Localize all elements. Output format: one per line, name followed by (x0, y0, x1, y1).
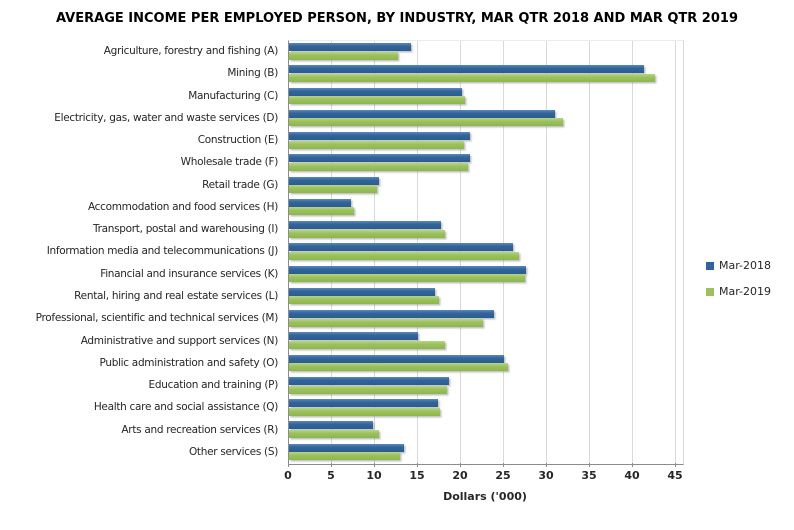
bar-mar-2019 (289, 274, 525, 282)
category-label: Accommodation and food services (H) (87, 200, 278, 213)
bar-mar-2019 (289, 452, 400, 460)
bar-mar-2018 (289, 88, 462, 96)
category-label: Information media and telecommunications (J) (46, 245, 278, 258)
plot-area (288, 40, 684, 465)
category-label: Public administration and safety (O) (99, 356, 278, 369)
chart-title: AVERAGE INCOME PER EMPLOYED PERSON, BY INDUSTRY, MAR QTR 2018 AND MAR QTR 2019 (56, 11, 738, 26)
bar-mar-2018 (289, 221, 441, 229)
bar-mar-2019 (289, 319, 483, 327)
category-label: Financial and insurance services (K) (100, 267, 278, 280)
bar-mar-2019 (289, 207, 354, 215)
x-tick-mark (632, 463, 633, 467)
category-label: Professional, scientific and technical services (M) (35, 312, 278, 325)
bar-mar-2019 (289, 252, 519, 260)
legend-item (706, 285, 771, 298)
bar-mar-2019 (289, 230, 445, 238)
x-tick-label: 20 (452, 469, 468, 482)
bar-mar-2018 (289, 43, 411, 51)
x-tick-label: 25 (495, 469, 511, 482)
bar-mar-2018 (289, 177, 379, 185)
x-tick-label: 10 (366, 469, 382, 482)
category-label: Manufacturing (C) (188, 89, 278, 102)
category-label: Electricity, gas, water and waste services (D) (54, 111, 278, 124)
bar-mar-2019 (289, 52, 398, 60)
x-tick-mark (417, 463, 418, 467)
bar-mar-2018 (289, 288, 435, 296)
x-tick-mark (675, 463, 676, 467)
gridline (632, 41, 633, 464)
category-label: Construction (E) (197, 134, 278, 147)
category-label: Other services (S) (188, 445, 278, 458)
bar-mar-2019 (289, 118, 563, 126)
legend (706, 259, 771, 298)
x-tick-mark (503, 463, 504, 467)
category-label: Education and training (P) (148, 379, 278, 392)
x-axis-title: Dollars ('000) (443, 490, 527, 503)
x-tick-label: 15 (409, 469, 425, 482)
x-tick-label: 45 (667, 469, 683, 482)
category-label: Agriculture, forestry and fishing (A) (103, 45, 278, 58)
bar-mar-2018 (289, 243, 513, 251)
bar-mar-2019 (289, 96, 465, 104)
category-label: Wholesale trade (F) (180, 156, 278, 169)
bar-mar-2018 (289, 65, 644, 73)
x-tick-mark (331, 463, 332, 467)
x-tick-mark (589, 463, 590, 467)
x-tick-mark (374, 463, 375, 467)
bar-mar-2018 (289, 132, 470, 140)
bar-mar-2019 (289, 74, 655, 82)
bar-mar-2018 (289, 199, 351, 207)
bar-mar-2019 (289, 296, 439, 304)
category-label: Administrative and support services (N) (80, 334, 278, 347)
bar-mar-2018 (289, 377, 449, 385)
legend-swatch-icon (706, 262, 714, 270)
category-label: Mining (B) (227, 67, 278, 80)
legend-label: Mar-2019 (719, 285, 772, 298)
bar-mar-2019 (289, 430, 379, 438)
x-tick-mark (288, 463, 289, 467)
bar-mar-2018 (289, 444, 404, 452)
legend-label: Mar-2018 (719, 259, 772, 272)
category-label: Retail trade (G) (202, 178, 278, 191)
x-tick-label: 35 (581, 469, 597, 482)
bar-mar-2019 (289, 185, 377, 193)
category-label: Health care and social assistance (Q) (93, 401, 278, 414)
bar-mar-2018 (289, 154, 470, 162)
x-tick-label: 5 (327, 469, 335, 482)
bar-mar-2019 (289, 386, 447, 394)
bar-mar-2018 (289, 399, 438, 407)
category-label: Rental, hiring and real estate services (L) (74, 290, 278, 303)
x-tick-label: 0 (284, 469, 292, 482)
x-tick-mark (460, 463, 461, 467)
bar-mar-2019 (289, 341, 445, 349)
bar-mar-2018 (289, 355, 504, 363)
bar-mar-2019 (289, 141, 464, 149)
legend-swatch-icon (706, 288, 714, 296)
x-tick-label: 40 (624, 469, 640, 482)
bar-mar-2018 (289, 310, 494, 318)
x-tick-label: 30 (538, 469, 554, 482)
gridline (675, 41, 676, 464)
bar-mar-2018 (289, 421, 373, 429)
bar-mar-2019 (289, 408, 440, 416)
gridline (546, 41, 547, 464)
bar-mar-2018 (289, 110, 555, 118)
category-label: Arts and recreation services (R) (121, 423, 278, 436)
bar-mar-2018 (289, 266, 526, 274)
category-label: Transport, postal and warehousing (I) (93, 223, 278, 236)
bar-mar-2019 (289, 163, 468, 171)
gridline (589, 41, 590, 464)
bar-mar-2019 (289, 363, 508, 371)
legend-item (706, 259, 771, 272)
bar-mar-2018 (289, 332, 418, 340)
x-tick-mark (546, 463, 547, 467)
